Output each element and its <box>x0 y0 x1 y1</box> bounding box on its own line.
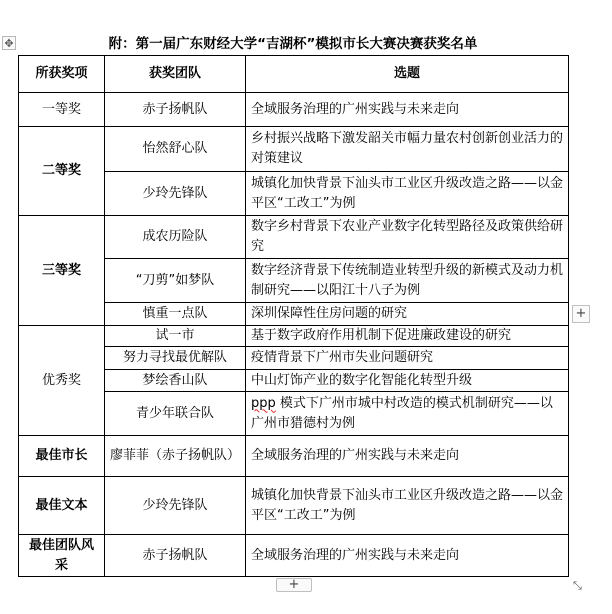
team-cell: 赤子扬帆队 <box>105 93 246 127</box>
team-cell: 廖菲菲（赤子扬帆队） <box>105 436 246 477</box>
topic-cell: 全域服务治理的广州实践与未来走向 <box>246 93 569 127</box>
topic-cell: 城镇化加快背景下汕头市工业区升级改造之路——以金平区“工改工”为例 <box>246 477 569 535</box>
team-cell: 努力寻找最优解队 <box>105 347 246 370</box>
team-cell: 怡然舒心队 <box>105 127 246 172</box>
team-cell: 赤子扬帆队 <box>105 535 246 577</box>
topic-cell: 深圳保障性住房问题的研究 <box>246 303 569 326</box>
topic-cell: 全域服务治理的广州实践与未来走向 <box>246 535 569 577</box>
table-row <box>19 93 569 127</box>
topic-cell: 中山灯饰产业的数字化智能化转型升级 <box>246 370 569 392</box>
team-cell: 梦绘香山队 <box>105 370 246 392</box>
header-topic: 选题 <box>246 56 569 93</box>
topic-cell: 数字乡村背景下农业产业数字化转型路径及政策供给研究 <box>246 216 569 259</box>
spellcheck-word: ppp <box>251 395 276 411</box>
award-best-paper: 最佳文本 <box>19 477 105 535</box>
team-cell: 青少年联合队 <box>105 392 246 436</box>
topic-text: 模式下广州市城中村改造的模式机制研究——以广州市猎德村为例 <box>251 395 553 431</box>
table-row <box>19 436 569 477</box>
topic-cell: 数字经济背景下传统制造业转型升级的新模式及动力机制研究——以阳江十八子为例 <box>246 259 569 303</box>
team-cell: “刀剪”如梦队 <box>105 259 246 303</box>
topic-cell: 疫情背景下广州市失业问题研究 <box>246 347 569 370</box>
topic-cell: 乡村振兴战略下激发韶关市幅力量农村创新创业活力的对策建议 <box>246 127 569 172</box>
add-column-plus-icon[interactable]: + <box>572 305 590 323</box>
award-best-mayor: 最佳市长 <box>19 436 105 477</box>
header-team: 获奖团队 <box>105 56 246 93</box>
team-cell: 少玲先锋队 <box>105 477 246 535</box>
resize-diagonal-icon[interactable]: ⤡ <box>573 579 582 592</box>
topic-cell: 城镇化加快背景下汕头市工业区升级改造之路——以金平区“工改工”为例 <box>246 172 569 216</box>
team-cell: 成农历险队 <box>105 216 246 259</box>
team-cell: 慎重一点队 <box>105 303 246 326</box>
award-second: 二等奖 <box>19 127 105 216</box>
topic-cell: 全域服务治理的广州实践与未来走向 <box>246 436 569 477</box>
awards-table <box>18 55 569 577</box>
table-row <box>19 127 569 172</box>
team-cell: 少玲先锋队 <box>105 172 246 216</box>
table-header-row <box>19 56 569 93</box>
page-title: 附：第一届广东财经大学“吉湖杯”模拟市长大赛决赛获奖名单 <box>108 36 478 52</box>
add-row-plus-icon[interactable]: + <box>276 578 312 592</box>
team-cell: 试一市 <box>105 326 246 347</box>
table-row <box>19 326 569 347</box>
award-third: 三等奖 <box>19 216 105 326</box>
table-move-handle-icon[interactable]: ✥ <box>2 36 16 50</box>
topic-cell <box>246 392 569 436</box>
award-first: 一等奖 <box>19 93 105 127</box>
topic-cell: 基于数字政府作用机制下促进廉政建设的研究 <box>246 326 569 347</box>
award-excellent: 优秀奖 <box>19 326 105 436</box>
table-row <box>19 216 569 259</box>
award-best-team: 最佳团队风采 <box>19 535 105 577</box>
header-award: 所获奖项 <box>19 56 105 93</box>
table-row <box>19 535 569 577</box>
table-row <box>19 477 569 535</box>
